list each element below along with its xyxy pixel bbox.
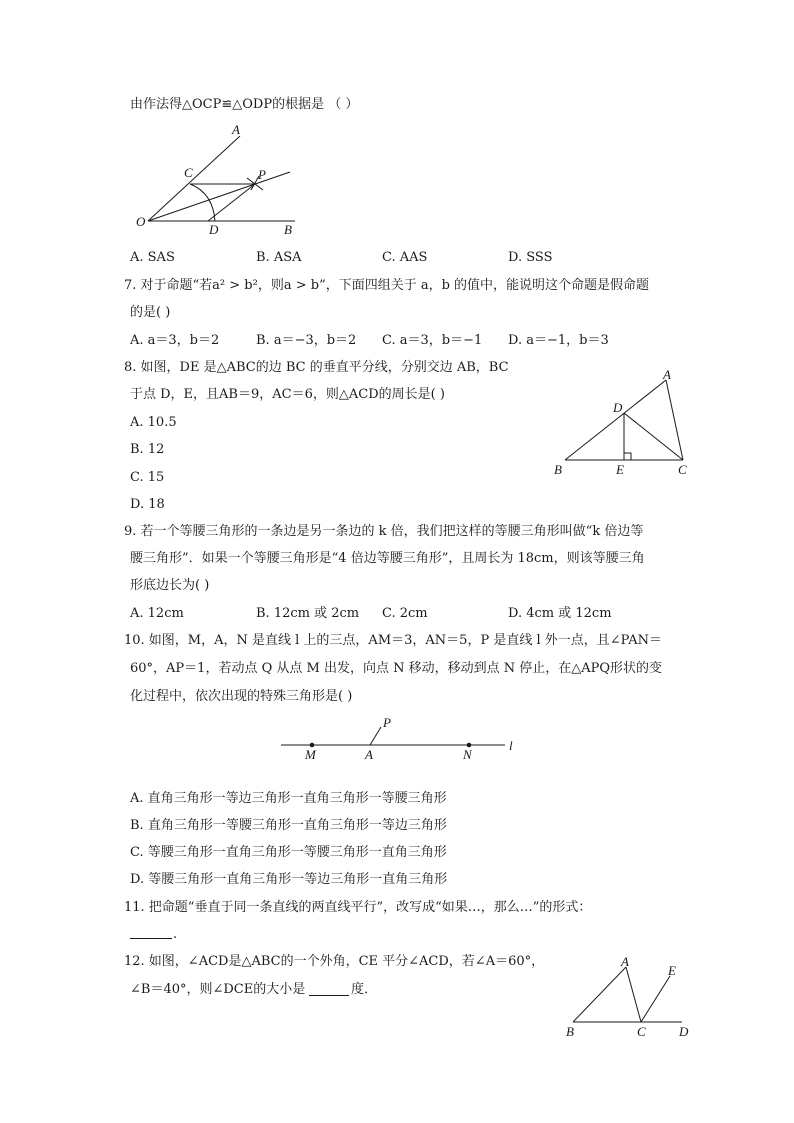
label-d: D: [679, 1024, 689, 1039]
label-p: P: [383, 715, 391, 730]
side-ac: [626, 967, 641, 1022]
label-c: C: [678, 462, 687, 477]
label-b: B: [566, 1024, 574, 1039]
q9-option-d: D. 4cm 或 12cm: [508, 606, 612, 621]
q10-line3: 化过程中，依次出现的特殊三角形是( ): [130, 689, 353, 704]
q7-option-a: A. a＝3，b＝2: [130, 333, 220, 348]
q7-line1: 7. 对于命题“若a² > b²，则a > b”，下面四组关于 a，b 的值中，能说明这个命题是假命题: [124, 278, 650, 293]
q10-option-b: B. 直角三角形一等腰三角形一直角三角形一等边三角形: [130, 818, 447, 833]
q12-answer-blank[interactable]: [309, 995, 349, 996]
q7-option-d: D. a＝−1，b＝3: [508, 333, 609, 348]
label-a: A: [621, 954, 629, 969]
q6-figure: [125, 118, 315, 243]
segment-ap: [370, 727, 381, 745]
q6-option-b: B. ASA: [256, 250, 302, 265]
q12-figure: [560, 950, 710, 1045]
label-d: D: [613, 400, 623, 415]
segment-dp: [208, 184, 255, 221]
q11-answer-blank[interactable]: [130, 938, 172, 939]
q7-option-c: C. a＝3，b＝−1: [382, 333, 483, 348]
label-e: E: [616, 462, 624, 477]
q9-option-b: B. 12cm 或 2cm: [256, 606, 360, 621]
q10-option-c: C. 等腰三角形一直角三角形一等腰三角形一直角三角形: [130, 845, 447, 860]
q11-line1: 11. 把命题“垂直于同一条直线的两直线平行”，改写成“如果…，那么…”的形式：: [124, 900, 592, 915]
q12-line2b: 度．: [351, 982, 378, 997]
label-a: A: [232, 122, 240, 137]
label-e: E: [668, 963, 676, 978]
q10-figure: [275, 713, 525, 768]
label-c: C: [637, 1024, 646, 1039]
q9-option-c: C. 2cm: [382, 606, 428, 621]
q7-line2: 的是( ): [130, 305, 171, 320]
q8-option-b: B. 12: [130, 442, 165, 457]
label-p: P: [258, 167, 266, 182]
label-n: N: [463, 747, 472, 762]
q8-option-c: C. 15: [130, 470, 165, 485]
q10-line2: 60°，AP＝1，若动点 Q 从点 M 出发，向点 N 移动，移动到点 N 停止，在△APQ形状的变: [130, 661, 663, 676]
q9-line2: 腰三角形”．如果一个等腰三角形是“4 倍边等腰三角形”，且周长为 18cm，则该等腰三角: [130, 551, 645, 566]
label-m: M: [305, 747, 316, 762]
q8-option-a: A. 10.5: [130, 415, 177, 430]
label-d: D: [209, 222, 219, 237]
q10-line1: 10. 如图，M，A，N 是直线 l 上的三点，AM＝3，AN＝5，P 是直线 l 外一点，且∠PAN＝: [124, 633, 662, 648]
label-c: C: [184, 165, 193, 180]
q10-option-d: D. 等腰三角形一直角三角形一等边三角形一直角三角形: [130, 872, 448, 887]
q8-line2: 于点 D，E，且AB＝9，AC＝6，则△ACD的周长是( ): [130, 387, 445, 402]
side-ba: [565, 380, 666, 460]
q8-option-d: D. 18: [130, 497, 165, 512]
q9-line1: 9. 若一个等腰三角形的一条边是另一条边的 k 倍，我们把这样的等腰三角形叫做“k 倍边等: [124, 524, 644, 539]
q6-option-a: A. SAS: [130, 250, 175, 265]
ray-ce: [641, 976, 670, 1022]
label-b: B: [284, 222, 292, 237]
q11-end: .: [173, 927, 178, 942]
q12-line2a: ∠B＝40°，则∠DCE的大小是: [130, 982, 306, 997]
q9-line3: 形底边长为( ): [130, 578, 210, 593]
ray-op: [148, 172, 290, 221]
q7-option-b: B. a＝−3，b＝2: [256, 333, 357, 348]
side-ba: [573, 967, 626, 1022]
label-a: A: [663, 367, 671, 382]
label-a: A: [365, 747, 373, 762]
q6-option-d: D. SSS: [508, 250, 553, 265]
q6-option-c: C. AAS: [382, 250, 428, 265]
q12-line1: 12. 如图，∠ACD是△ABC的一个外角，CE 平分∠ACD，若∠A＝60°，: [124, 954, 545, 969]
label-b: B: [554, 462, 562, 477]
q6-stem: 由作法得△OCP≌△ODP的根据是 （ ）: [130, 97, 359, 112]
ray-oa: [148, 136, 240, 221]
q8-line1: 8. 如图，DE 是△ABC的边 BC 的垂直平分线，分别交边 AB，BC: [124, 360, 509, 375]
right-angle-mark: [624, 453, 631, 460]
label-o: O: [136, 214, 146, 229]
q10-option-a: A. 直角三角形一等边三角形一直角三角形一等腰三角形: [130, 791, 447, 806]
label-l: l: [509, 738, 513, 753]
q8-figure: [548, 365, 708, 480]
q9-option-a: A. 12cm: [130, 606, 184, 621]
